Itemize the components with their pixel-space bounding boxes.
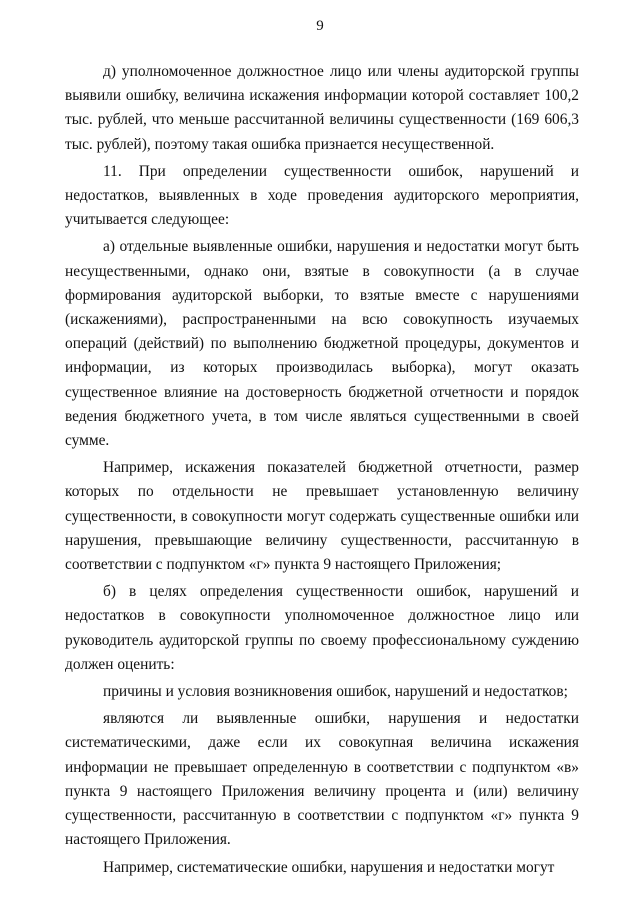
paragraph-item-a: а) отдельные выявленные ошибки, нарушения и недостатки могут быть несущественными, однако они, взятые в совокупности (а в случае формирования аудиторской выборки, то взятые вместе с нарушениями (искажениями), распространенными на всю совокупность изучаемых операций (действий) по выполнению бюджетной процедуры, документов и информации, из которых производилась выборка), могут оказать существенное влияние на достоверность бюджетной отчетности и порядок ведения бюджетного учета, в том числе являться существенными в своей сумме. (65, 238, 579, 450)
paragraph-item-d: д) уполномоченное должностное лицо или члены аудиторской группы выявили ошибку, величина искажения информации которой составляет 100,2 тыс. рублей, что меньше рассчитанной величины существенности (169 606,3 тыс. рублей), поэтому такая ошибка признается несущественной. (65, 63, 579, 153)
paragraph-causes: причины и условия возникновения ошибок, нарушений и недостатков; (103, 683, 568, 701)
paragraph-systematic: являются ли выявленные ошибки, нарушения и недостатки систематическими, даже если их совокупная величина искажения информации не превышает определенную в соответствии с подпунктом «в» пункта 9 настоящего Приложения величину процента и (или) величину существенности, рассчитанную в соответствии с подпунктом «г» пункта 9 настоящего Приложения. (65, 710, 579, 849)
page-number: 9 (316, 18, 324, 34)
paragraph-example-1: Например, искажения показателей бюджетной отчетности, размер которых по отдельности не превышает установленную величину существенности, в совокупности могут содержать существенные ошибки или нарушения, превышающие величину существенности, рассчитанную в соответствии с подпунктом «г» пункта 9 настоящего Приложения; (65, 459, 579, 574)
paragraph-example-2: Например, систематические ошибки, нарушения и недостатки могут (103, 858, 555, 876)
paragraph-item-b: б) в целях определения существенности ошибок, нарушений и недостатков в совокупности уполномоченное должностное лицо или руководитель аудиторской группы по своему профессиональному суждению должен оценить: (65, 583, 579, 673)
document-body (65, 60, 579, 883)
paragraph-11: 11. При определении существенности ошибок, нарушений и недостатков, выявленных в ходе проведения аудиторского мероприятия, учитывается следующее: (65, 162, 579, 229)
